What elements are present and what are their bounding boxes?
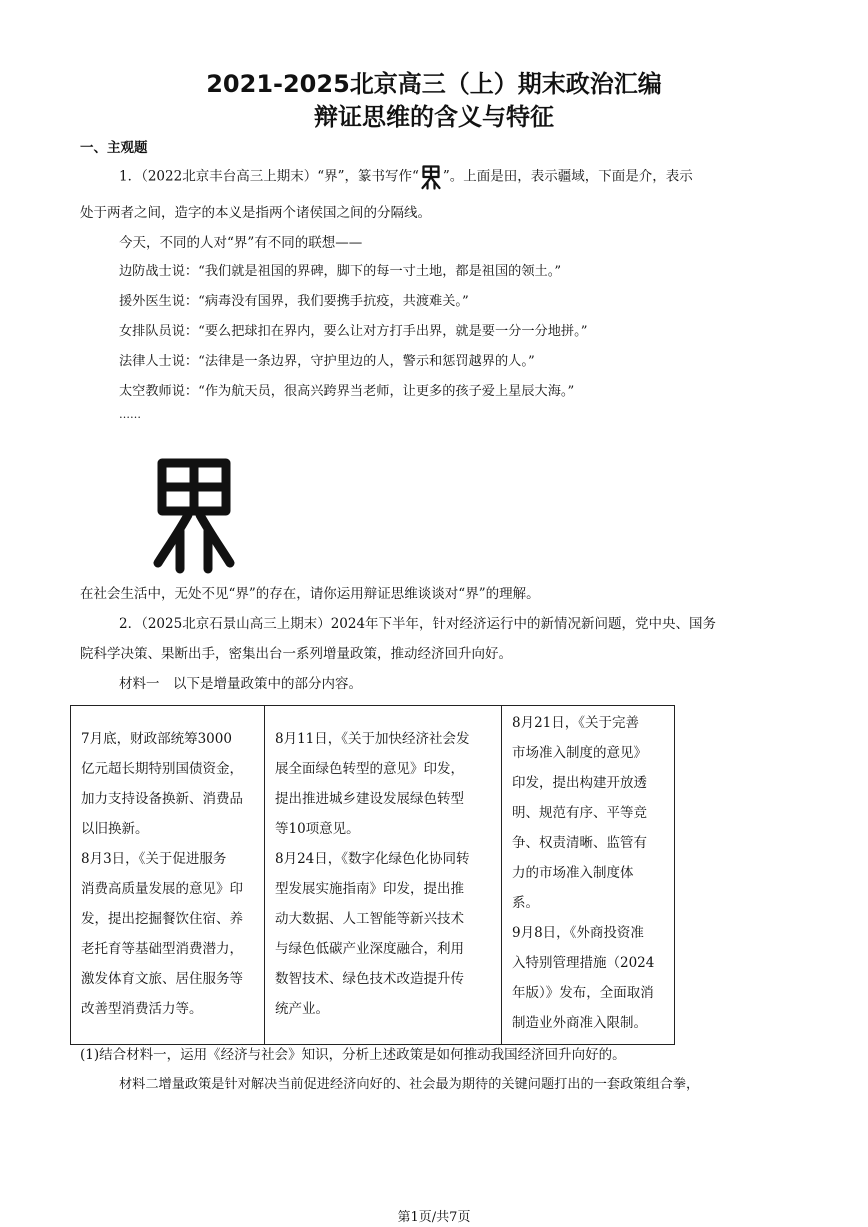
material1-label: 材料一 以下是增量政策中的部分内容。: [119, 676, 362, 692]
q2-heading-continued: 院科学决策、果断出手，密集出台一系列增量政策，推动经济回升向好。: [80, 646, 512, 662]
cell-line: 制造业外商准入限制。: [512, 1015, 647, 1031]
page-footer: 第1页/共7页: [397, 1210, 471, 1225]
document-subtitle: 辩证思维的含义与特征: [314, 103, 554, 131]
document-title: 2021-2025北京高三（上）期末政治汇编: [206, 70, 662, 98]
cell-line: 数智技术、绿色技术改造提升传: [275, 971, 464, 987]
q1-question: 在社会生活中，无处不见“界”的存在，请你运用辩证思维谈谈对“界”的理解。: [80, 586, 540, 602]
cell-line: 年版）》发布，全面取消: [512, 985, 654, 1001]
cell-line: 激发体育文旅、居住服务等: [81, 971, 243, 987]
section-heading: 一、主观题: [80, 140, 148, 156]
table-cell-green-transition: [265, 706, 502, 1045]
q1-heading-part1: 1．（2022北京丰台高三上期末）“界”，篆书写作“: [119, 168, 419, 185]
cell-line: 市场准入制度的意见》: [512, 745, 647, 761]
cell-line: 改善型消费活力等。: [81, 1001, 203, 1017]
seal-script-jie-image: [150, 455, 238, 575]
table-row: [71, 706, 675, 1045]
q1-ellipsis: ……: [119, 408, 141, 421]
seal-script-jie-inline-icon: [420, 164, 442, 190]
q1-heading-part2: ”。上面是田，表示疆域，下面是介，表示: [442, 168, 693, 185]
cell-line: 型发展实施指南》印发，提出推: [275, 881, 464, 897]
cell-line: 与绿色低碳产业深度融合，利用: [275, 941, 464, 957]
q1-quote: 太空教师说：“作为航天员，很高兴跨界当老师，让更多的孩子爱上星辰大海。”: [119, 384, 575, 399]
material2-start: 材料二增量政策是针对解决当前促进经济向好的、社会最为期待的关键问题打出的一套政策组合拳，: [119, 1077, 700, 1092]
q2-heading: 2．（2025北京石景山高三上期末）2024年下半年，针对经济运行中的新情况新问题，党中央、国务: [119, 616, 717, 632]
cell-line: 印发，提出构建开放透: [512, 775, 647, 791]
table-cell-market-access: [502, 706, 675, 1045]
cell-line: 消费高质量发展的意见》印: [81, 881, 243, 897]
cell-line: 加力支持设备换新、消费品: [81, 791, 243, 807]
cell-line: 力的市场准入制度体: [512, 865, 634, 881]
q1-quote: 边防战士说：“我们就是祖国的界碑，脚下的每一寸土地，都是祖国的领土。”: [119, 264, 562, 279]
cell-line: 亿元超长期特别国债资金，: [81, 761, 243, 777]
cell-line: 8月3日，《关于促进服务: [81, 851, 227, 867]
cell-line: 争、权责清晰、监管有: [512, 835, 647, 851]
cell-line: 入特别管理措施（2024: [512, 955, 655, 971]
cell-line: 9月8日，《外商投资准: [512, 925, 644, 941]
table-cell-consumption: [71, 706, 265, 1045]
cell-line: 等10项意见。: [275, 821, 360, 837]
q1-heading-continued: 处于两者之间，造字的本义是指两个诸侯国之间的分隔线。: [80, 205, 431, 221]
policy-table: [70, 705, 675, 1045]
cell-line: 统产业。: [275, 1001, 329, 1017]
cell-line: 老托育等基础型消费潜力，: [81, 941, 243, 957]
q2-sub-question-1: (1)结合材料一，运用《经济与社会》知识，分析上述政策是如何推动我国经济回升向好的。: [80, 1047, 626, 1063]
cell-line: 系。: [512, 895, 539, 911]
cell-line: 发，提出挖掘餐饮住宿、养: [81, 911, 243, 927]
cell-line: 8月21日，《关于完善: [512, 715, 640, 731]
cell-line: 8月11日，《关于加快经济社会发: [275, 731, 470, 747]
q1-intro: 今天，不同的人对“界”有不同的联想——: [119, 235, 363, 251]
cell-line: 提出推进城乡建设发展绿色转型: [275, 791, 464, 807]
cell-line: 明、规范有序、平等竞: [512, 805, 647, 821]
cell-line: 动大数据、人工智能等新兴技术: [275, 911, 464, 927]
q1-heading: [119, 164, 693, 190]
q1-quote: 女排队员说：“要么把球扣在界内，要么让对方打手出界，就是要一分一分地拼。”: [119, 324, 588, 339]
cell-line: 7月底，财政部统筹3000: [81, 731, 232, 747]
cell-line: 以旧换新。: [81, 821, 149, 837]
cell-line: 展全面绿色转型的意见》印发，: [275, 761, 464, 777]
q1-quote: 援外医生说：“病毒没有国界，我们要携手抗疫，共渡难关。”: [119, 294, 469, 309]
cell-line: 8月24日，《数字化绿色化协同转: [275, 851, 470, 867]
q1-quote: 法律人士说：“法律是一条边界，守护里边的人，警示和惩罚越界的人。”: [119, 354, 535, 369]
